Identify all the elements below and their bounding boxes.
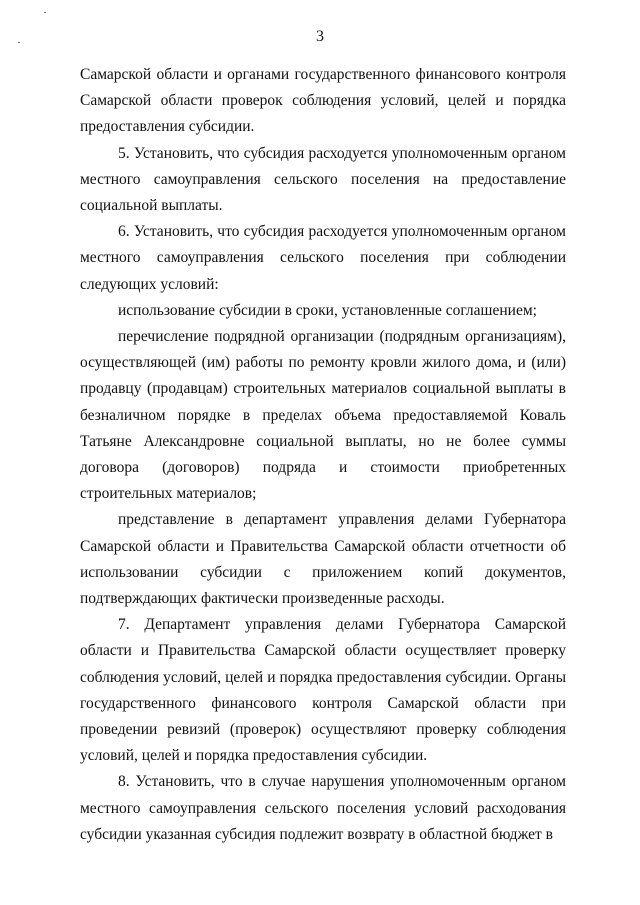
paragraph-condition-2: перечисление подрядной организации (подрядным организациям), осуществляющей (им) работы по ремонту кровли жилого дома, и (или) продавцу (продавцам) строительных материалов социальной выплаты в безналичном порядке в пределах объема предоставляемой Коваль Татьяне Александровне социальной выплаты, но не более суммы договора (договоров) подряда и стоимости приобретенных строительных материалов; xyxy=(80,328,566,503)
paragraph-item-7: 7. Департамент управления делами Губернатора Самарской области и Правительства Самарской области осуществляет проверку соблюдения условий, целей и порядка предоставления субсидии. Органы государственного финансового контроля Самарской области при проведении ревизий (проверок) осуществляют проверку соблюдения условий, целей и порядка предоставления субсидии. xyxy=(80,616,566,765)
scan-mark xyxy=(44,12,46,13)
paragraph-continuation: Самарской области и органами государственного финансового контроля Самарской области проверок соблюдения условий, целей и порядка предоставления субсидии. xyxy=(80,66,566,136)
paragraph-condition-3: представление в департамент управления делами Губернатора Самарской области и Правительства Самарской области отчетности об использовании субсидии с приложением копий документов, подтверждающих фактически произведенные расходы. xyxy=(80,511,566,608)
paragraph-item-5: 5. Установить, что субсидия расходуется уполномоченным органом местного самоуправления сельского поселения на предоставление социальной выплаты. xyxy=(80,144,566,215)
page-number: 3 xyxy=(316,28,324,45)
paragraph-item-8: 8. Установить, что в случае нарушения уполномоченным органом местного самоуправления сельского поселения условий расходования субсидии указанная субсидия подлежит возврату в областной бюджет в xyxy=(80,773,566,843)
paragraph-item-6: 6. Установить, что субсидия расходуется уполномоченным органом местного самоуправления сельского поселения при соблюдении следующих условий: xyxy=(80,223,566,293)
paragraph-condition-1: использование субсидии в сроки, установленные соглашением; xyxy=(118,301,537,319)
document-body xyxy=(80,62,566,848)
